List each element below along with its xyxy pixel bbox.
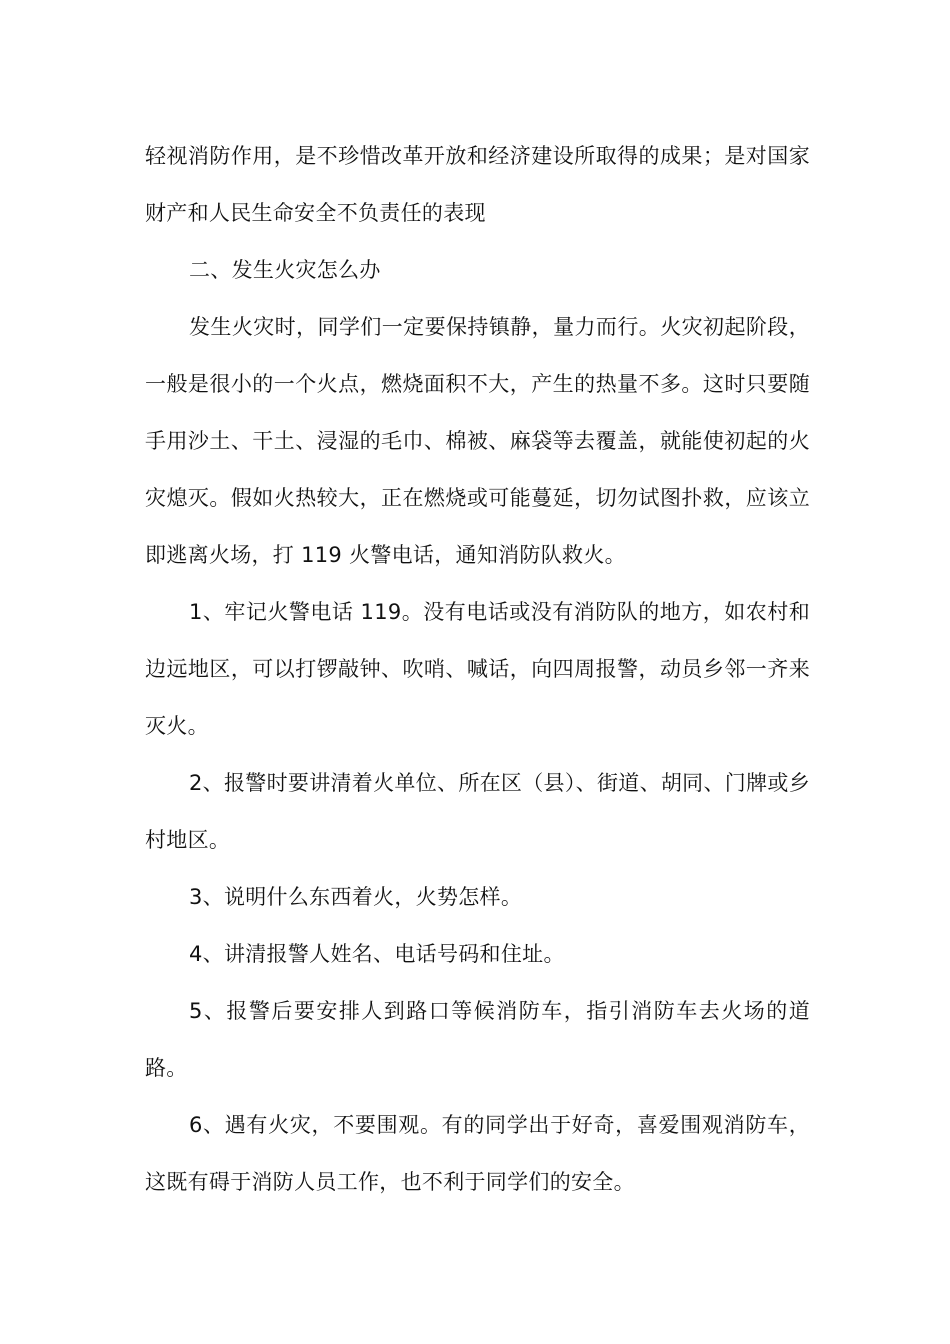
- document-body: [145, 128, 810, 1211]
- list-item-5: 5、报警后要安排人到路口等候消防车，指引消防车去火场的道路。: [145, 999, 810, 1080]
- paragraph-continuation: 轻视消防作用，是不珍惜改革开放和经济建设所取得的成果；是对国家财产和人民生命安全不负责任的表现: [145, 144, 810, 225]
- list-item-1: 1、牢记火警电话 119。没有电话或没有消防队的地方，如农村和边远地区，可以打锣敲钟、吹哨、喊话，向四周报警，动员乡邻一齐来灭火。: [145, 600, 810, 738]
- paragraph-intro: 发生火灾时，同学们一定要保持镇静，量力而行。火灾初起阶段，一般是很小的一个火点，燃烧面积不大，产生的热量不多。这时只要随手用沙土、干土、浸湿的毛巾、棉被、麻袋等去覆盖，就能使初起的火灾熄灭。假如火热较大，正在燃烧或可能蔓延，切勿试图扑救，应该立即逃离火场，打 119 火警电话，通知消防队救火。: [145, 315, 810, 567]
- list-item-3: 3、说明什么东西着火，火势怎样。: [189, 885, 523, 909]
- list-item-4: 4、讲清报警人姓名、电话号码和住址。: [189, 942, 565, 966]
- list-item-2: 2、报警时要讲清着火单位、所在区（县）、街道、胡同、门牌或乡村地区。: [145, 771, 810, 852]
- section-heading: 二、发生火灾怎么办: [189, 258, 381, 282]
- list-item-6: 6、遇有火灾，不要围观。有的同学出于好奇，喜爱围观消防车，这既有碍于消防人员工作，也不利于同学们的安全。: [145, 1113, 810, 1194]
